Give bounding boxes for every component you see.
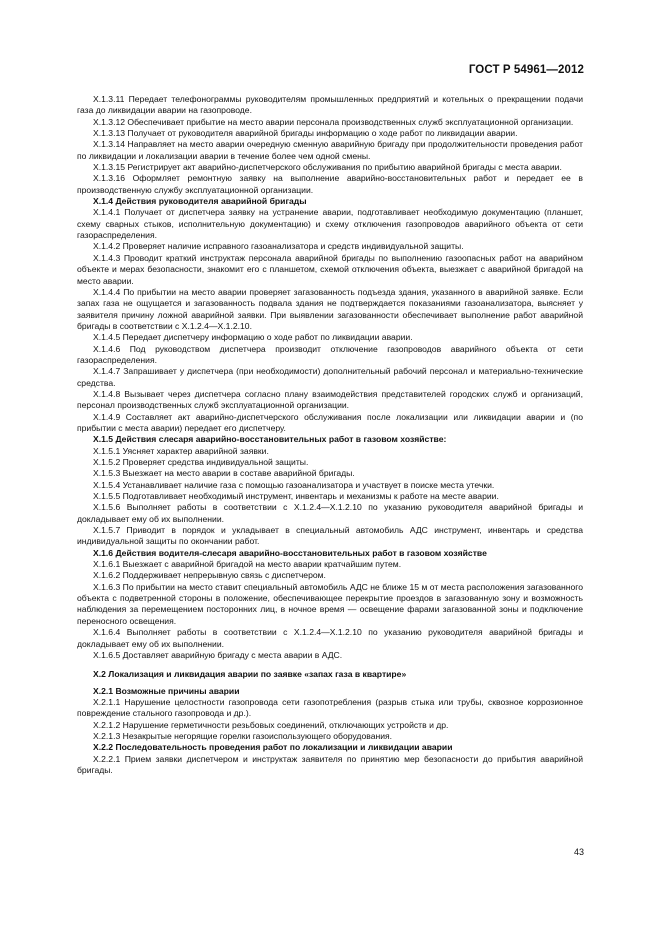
paragraph: Х.1.3.11 Передает телефонограммы руководителям промышленных предприятий и котельных о прекращении подачи газа до ликвидации аварии на газопроводе.	[77, 94, 583, 116]
paragraph: Х.1.3.14 Направляет на место аварии очередную сменную аварийную бригаду при продолжительности проведения работ по ликвидации и локализации аварии в течение более чем одной смены.	[77, 139, 583, 161]
document-header: ГОСТ Р 54961—2012	[468, 64, 584, 76]
paragraph: Х.1.5.2 Проверяет средства индивидуальной защиты.	[93, 457, 309, 467]
paragraph: Х.1.4.8 Вызывает через диспетчера согласно плану взаимодействия представителей городских служб и организаций, персонал производственных служб эксплуатационной организации.	[77, 388, 583, 411]
paragraph: Х.1.5.1 Уясняет характер аварийной заявки.	[93, 445, 269, 456]
paragraph: Х.1.3.12 Обеспечивает прибытие на место аварии персонала производственных служб эксплуатационной организации.	[93, 116, 574, 127]
paragraph: Х.1.5.5 Подготавливает необходимый инструмент, инвентарь и механизмы к работе на месте аварии.	[93, 491, 499, 502]
paragraph: Х.1.4.3 Проводит краткий инструктаж персонала аварийной бригады по выполнению газоопасных работ на аварийном объекте и мерах безопасности, знакомит его с планшетом, схемой отключения объекта, выезжает с аварийной бригадой на место аварии.	[77, 252, 583, 286]
paragraph: Х.1.5.4 Устанавливает наличие газа с помощью газоанализатора и участвует в поиске места утечки.	[93, 479, 495, 490]
paragraph: Х.1.3.13 Получает от руководителя аварийной бригады информацию о ходе работ по ликвидации аварии.	[93, 128, 518, 139]
paragraph: Х.1.4.1 Получает от диспетчера заявку на устранение аварии, подготавливает необходимую документацию (планшет, схему сварных стыков, исполнительную документацию) и схему отключения газопроводов аварийного объекта от сети газораспределения.	[77, 207, 583, 241]
paragraph: Х.1.5.3 Выезжает на место аварии в составе аварийной бригады.	[93, 468, 355, 479]
section-heading: Х.1.5 Действия слесаря аварийно-восстановительных работ в газовом хозяйстве:	[93, 434, 447, 445]
paragraph: Х.1.4.6 Под руководством диспетчера производит отключение газопроводов аварийного объекта от сети газораспределения.	[77, 343, 583, 365]
paragraph: Х.1.3.15 Регистрирует акт аварийно-диспетчерского обслуживания по прибытию аварийной бригады с места аварии.	[93, 162, 562, 173]
section-heading: Х.2.1 Возможные причины аварии	[93, 685, 240, 696]
paragraph: Х.1.5.6 Выполняет работы в соответствии с Х.1.2.4—Х.1.2.10 по указанию руководителя аварийной бригады и докладывает ему об их выполнении.	[77, 502, 583, 524]
paragraph: Х.1.6.2 Поддерживает непрерывную связь с диспетчером.	[93, 570, 326, 581]
paragraph: Х.1.6.4 Выполняет работы в соответствии с Х.1.2.4—Х.1.2.10 по указанию руководителя аварийной бригады и докладывает ему об их выполнении.	[77, 627, 583, 649]
section-heading: Х.2.2 Последовательность проведения работ по локализации и ликвидации аварии	[93, 742, 453, 753]
paragraph: Х.1.4.4 По прибытии на место аварии проверяет загазованность подъезда здания, указанного в аварийной заявке. Если запах газа не ощущается и загазованность подвала здания не подтверждается показаниями газоанализатора, выясняет у заявителя причину ложной аварийной заявки. При выявлении загазованности обеспечивает выполнение работ аварийной бригады в соответствии с Х.1.2.4—Х.1.2.10.	[77, 286, 583, 331]
paragraph: Х.1.4.9 Составляет акт аварийно-диспетчерского обслуживания после локализации или ликвидации аварии и (по прибытии с места аварии) передает его диспетчеру.	[77, 411, 583, 433]
section-heading: Х.1.4 Действия руководителя аварийной бригады	[93, 196, 307, 207]
document-body	[77, 94, 583, 776]
paragraph: Х.1.6.5 Доставляет аварийную бригаду с места аварии в АДС.	[93, 649, 343, 660]
paragraph: Х.1.4.5 Передает диспетчеру информацию о ходе работ по ликвидации аварии.	[93, 332, 413, 343]
paragraph: Х.1.6.1 Выезжает с аварийной бригадой на место аварии кратчайшим путем.	[93, 559, 402, 570]
paragraph: Х.1.3.16 Оформляет ремонтную заявку на выполнение аварийно-восстановительных работ и передает ее в производственную службу эксплуатационной организации.	[77, 173, 583, 195]
paragraph: Х.1.4.7 Запрашивает у диспетчера (при необходимости) дополнительный рабочий персонал и материально-технические средства.	[77, 366, 583, 388]
paragraph: Х.1.6.3 По прибытии на место ставит специальный автомобиль АДС не ближе 15 м от места расположения загазованного объекта с подветренной стороны в положение, обеспечивающее перекрытие проездов в загазованную зону и возможность наблюдения за перемещением посторонних лиц, в ночное время — освещение фарами загазованной зоны и подключение переносного освещения.	[77, 581, 583, 626]
paragraph: Х.1.4.2 Проверяет наличие исправного газоанализатора и средств индивидуальной защиты.	[93, 241, 464, 252]
page-number: 43	[573, 847, 584, 857]
paragraph: Х.2.2.1 Прием заявки диспетчером и инструктаж заявителя по принятию мер безопасности до прибытия аварийной бригады.	[77, 753, 583, 775]
section-heading: Х.1.6 Действия водителя-слесаря аварийно-восстановительных работ в газовом хозяйстве	[93, 547, 487, 558]
section-heading: Х.2 Локализация и ликвидация аварии по заявке «запах газа в квартире»	[93, 669, 407, 680]
paragraph: Х.2.1.3 Незакрытые негорящие горелки газоиспользующего оборудования.	[93, 730, 393, 741]
paragraph: Х.2.1.1 Нарушение целостности газопровода сети газопотребления (разрыв стыка или трубы, сквозное коррозионное повреждение стального газопровода и др.).	[77, 696, 583, 719]
paragraph: Х.1.5.7 Приводит в порядок и укладывает в специальный автомобиль АДС инструмент, инвентарь и средства индивидуальной защиты по окончании работ.	[77, 525, 583, 547]
paragraph: Х.2.1.2 Нарушение герметичности резьбовых соединений, отключающих устройств и др.	[93, 719, 449, 730]
